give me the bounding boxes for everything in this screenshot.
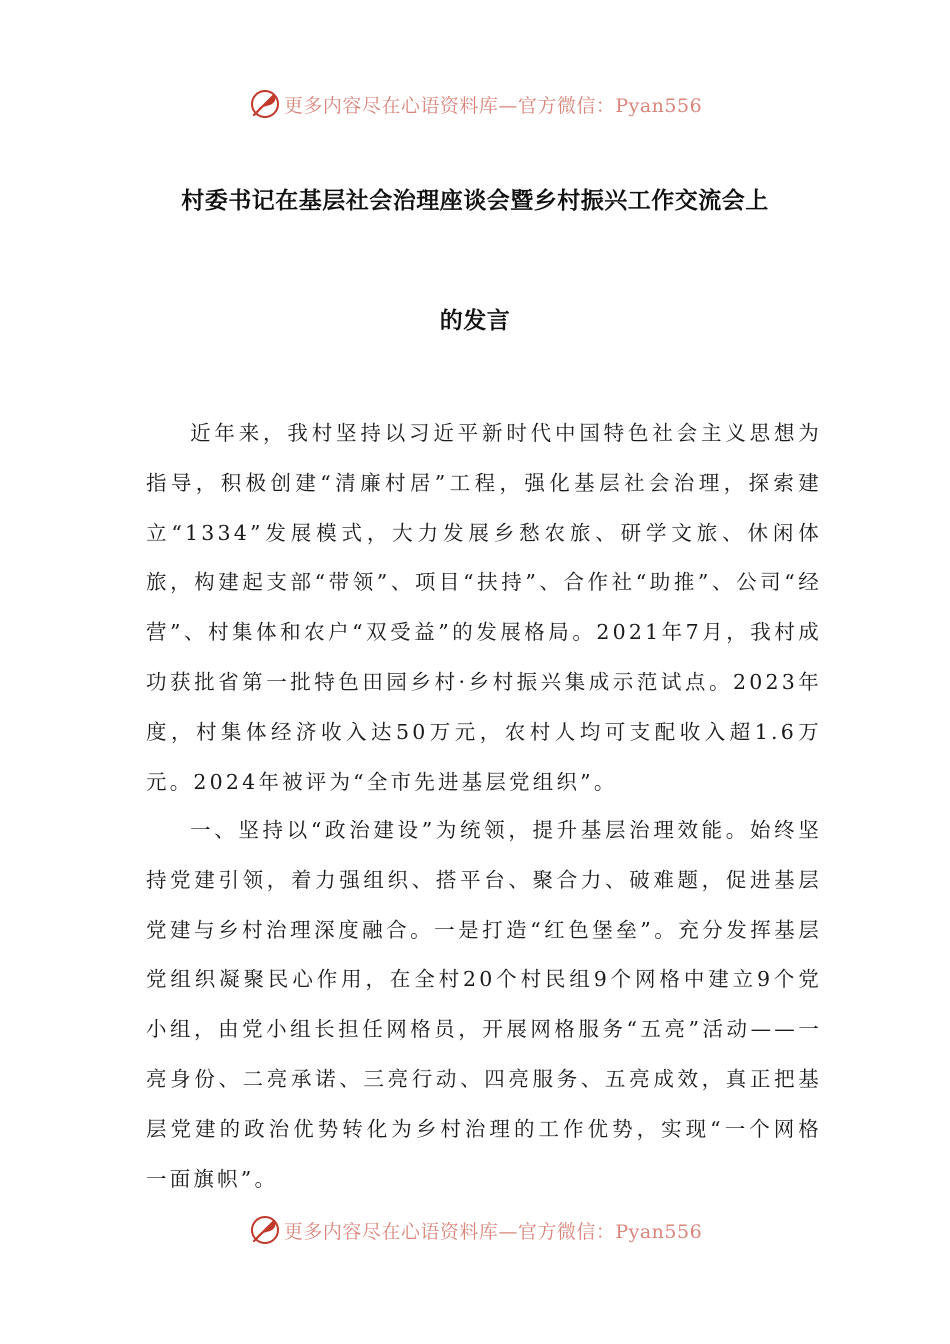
quill-seal-logo-icon: [248, 87, 282, 121]
body-paragraph: 一、坚持以“政治建设”为统领，提升基层治理效能。始终坚持党建引领，着力强组织、搭平台、聚合力、破难题，促进基层党建与乡村治理深度融合。一是打造“红色堡垒”。充分发挥基层党组织凝聚民心作用，在全村20个村民组9个网格中建立9个党小组，由党小组长担任网格员，开展网格服务“五亮”活动——一亮身份、二亮承诺、三亮行动、四亮服务、五亮成效，真正把基层党建的政治优势转化为乡村治理的工作优势，实现“一个网格一面旗帜”。: [146, 818, 822, 1191]
footer-watermark: [0, 1210, 950, 1250]
document-title-line-2: 的发言: [439, 308, 511, 334]
document-title-line-1: 村委书记在基层社会治理座谈会暨乡村振兴工作交流会上: [181, 188, 769, 214]
body-paragraph: 近年来，我村坚持以习近平新时代中国特色社会主义思想为指导，积极创建“清廉村居”工程，强化基层社会治理，探索建立“1334”发展模式，大力发展乡愁农旅、研学文旅、休闲体旅，构建起支部“带领”、项目“扶持”、合作社“助推”、公司“经营”、村集体和农户“双受益”的发展格局。2021年7月，我村成功获批省第一批特色田园乡村·乡村振兴集成示范试点。2023年度，村集体经济收入达50万元，农村人均可支配收入超1.6万元。2024年被评为“全市先进基层党组织”。: [146, 421, 822, 794]
quill-seal-logo-icon: [248, 1213, 282, 1247]
watermark-text: 更多内容尽在心语资料库—官方微信：Pyan556: [283, 94, 703, 117]
watermark-text: 更多内容尽在心语资料库—官方微信：Pyan556: [283, 1220, 703, 1243]
header-watermark: [0, 84, 950, 124]
